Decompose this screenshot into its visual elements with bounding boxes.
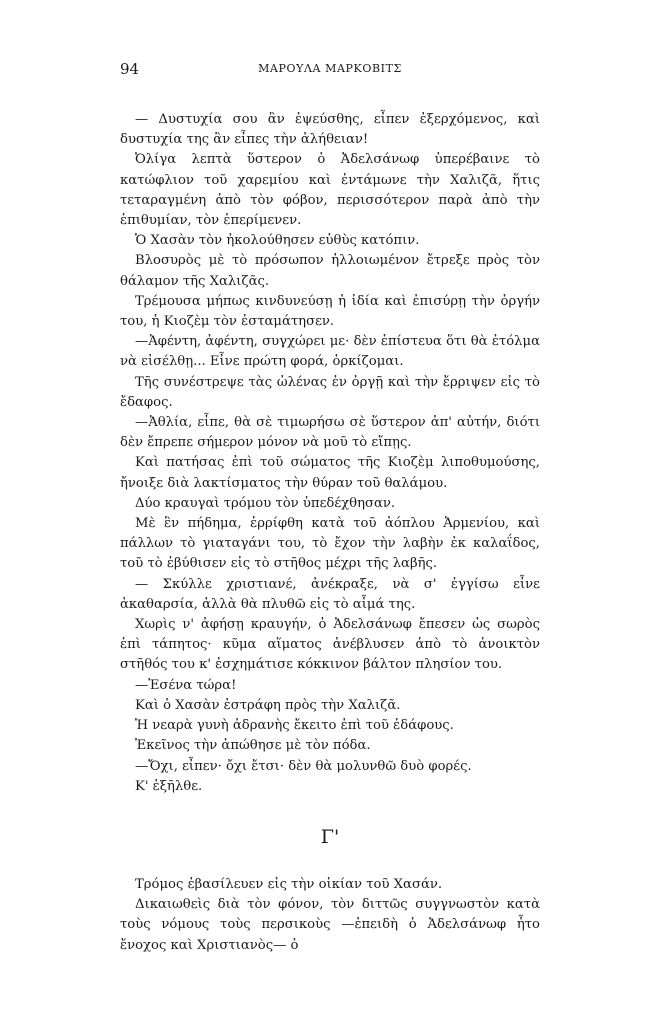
paragraph: Τῆς συνέστρεψε τὰς ὠλένας ἐν ὀργῇ καὶ τὴν ἔρριψεν εἰς τὸ ἔδαφος. bbox=[120, 374, 540, 410]
paragraph: Χωρὶς ν' ἀφήσῃ κραυγήν, ὁ Ἀδελσάνωφ ἔπεσεν ὡς σωρὸς ἐπὶ τάπητος· κῦμα αἵματος ἀνέβλυσεν ἀπὸ τὸ ἀνοικτὸν στῆθός του κ' ἐσχημάτισε κόκκινον βάλτον πλησίον του. bbox=[120, 617, 540, 673]
paragraph: Ἐκεῖνος τὴν ἀπώθησε μὲ τὸν πόδα. bbox=[135, 738, 371, 754]
paragraph: —Ἀφέντη, ἀφέντη, συγχώρει με· δὲν ἐπίστευα ὅτι θὰ ἐτόλμα νὰ εἰσέλθῃ... Εἶνε πρώτη φορά, ὁρκίζομαι. bbox=[120, 334, 540, 370]
paragraph: Ὁ Χασὰν τὸν ἠκολούθησεν εὐθὺς κατόπιν. bbox=[135, 233, 420, 249]
section-heading: Γ' bbox=[320, 825, 340, 848]
paragraph: Μὲ ἓν πήδημα, ἐρρίφθη κατὰ τοῦ ἀόπλου Ἀρμενίου, καὶ πάλλων τὸ γιαταγάνι του, τὸ ἔχον τὴν λαβὴν ἐκ καλαΐδος, τοῦ τὸ ἐβύθισεν εἰς τὸ στῆθος μέχρι τῆς λαβῆς. bbox=[120, 516, 540, 572]
paragraph: Κ' ἐξῆλθε. bbox=[135, 778, 203, 794]
paragraphs-bottom bbox=[120, 875, 540, 956]
paragraph: Τρόμος ἐβασίλευεν εἰς τὴν οἰκίαν τοῦ Χασάν. bbox=[135, 876, 443, 892]
paragraph: Ὀλίγα λεπτὰ ὕστερον ὁ Ἀδελσάνωφ ὑπερέβαινε τὸ κατώφλιον τοῦ χαρεμίου καὶ ἐντάμωνε τὴν Χαλιζᾶ, ἥτις τεταραγμένη ἀπὸ τὸν φόβον, περισσότερον παρὰ ἀπὸ τὴν ἐπιθυμίαν, τὸν ἐπερίμενεν. bbox=[120, 152, 540, 229]
paragraphs-top bbox=[120, 110, 540, 797]
paragraph: Καὶ ὁ Χασὰν ἐστράφη πρὸς τὴν Χαλιζᾶ. bbox=[135, 697, 401, 713]
paragraph: Καὶ πατήσας ἐπὶ τοῦ σώματος τῆς Κιοζὲμ λιποθυμούσης, ἤνοιξε διὰ λακτίσματος τὴν θύραν τοῦ θαλάμου. bbox=[120, 455, 540, 491]
running-title: ΜΑΡΟΥΛΑ ΜΑΡΚΟΒΙΤΣ bbox=[258, 62, 402, 75]
paragraph: Δικαιωθεὶς διὰ τὸν φόνον, τὸν διττῶς συγγνωστὸν κατὰ τοὺς νόμους τοὺς περσικοὺς —ἐπειδὴ ὁ Ἀδελσάνωφ ἦτο ἔνοχος καὶ Χριστιανὸς— ὁ bbox=[120, 897, 540, 953]
paragraph: Δύο κραυγαὶ τρόμου τὸν ὑπεδέχθησαν. bbox=[135, 495, 396, 511]
paragraph: — Δυστυχία σου ἂν ἐψεύσθης, εἶπεν ἐξερχόμενος, καὶ δυστυχία της ἂν εἶπες τὴν ἀλήθειαν! bbox=[120, 112, 540, 148]
paragraph: —Ἐσένα τώρα! bbox=[135, 677, 237, 693]
paragraph: —Ὄχι, εἶπεν· ὄχι ἔτσι· δὲν θὰ μολυνθῶ δυὸ φορές. bbox=[135, 758, 472, 774]
page-header bbox=[120, 60, 540, 80]
paragraph: Βλοσυρὸς μὲ τὸ πρόσωπον ἠλλοιωμένον ἔτρεξε πρὸς τὸν θάλαμον τῆς Χαλιζᾶς. bbox=[120, 253, 540, 289]
paragraph: — Σκύλλε χριστιανέ, ἀνέκραξε, νὰ σ' ἐγγίσω εἶνε ἀκαθαρσία, ἀλλὰ θὰ πλυθῶ εἰς τὸ αἷμά της. bbox=[120, 576, 540, 612]
page-number: 94 bbox=[120, 60, 140, 78]
paragraph: —Ἀθλία, εἶπε, θὰ σὲ τιμωρήσω σὲ ὕστερον ἀπ' αὐτήν, διότι δὲν ἔπρεπε σήμερον μόνον νὰ μοῦ τὸ εἴπῃς. bbox=[120, 415, 540, 451]
paragraph: Τρέμουσα μήπως κινδυνεύσῃ ἡ ἰδία καὶ ἐπισύρῃ τὴν ὀργήν του, ἡ Κιοζὲμ τὸν ἐσταμάτησεν. bbox=[120, 293, 540, 330]
paragraph: Ἡ νεαρὰ γυνὴ ἀδρανὴς ἔκειτο ἐπὶ τοῦ ἐδάφους. bbox=[135, 718, 454, 734]
body-text bbox=[120, 110, 540, 956]
